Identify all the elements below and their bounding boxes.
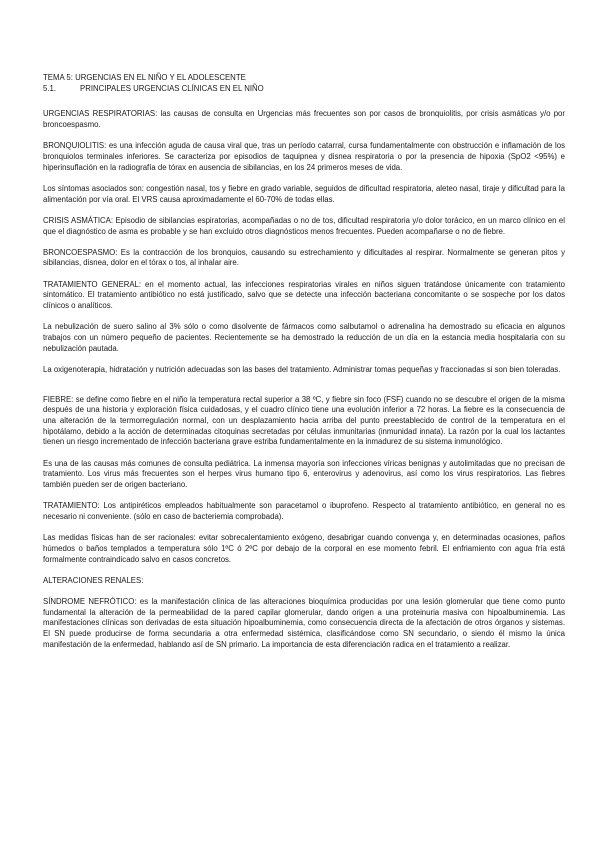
paragraph-oxigenoterapia: La oxigenoterapia, hidratación y nutrición adecuadas son las bases del tratamiento. Administrar tomas pequeñas y fraccionadas si son bien toleradas. xyxy=(43,364,561,374)
paragraph-medidas-fisicas: Las medidas físicas han de ser racionales: evitar sobrecalentamiento exógeno, desabrigar cuando convenga y, en determinadas ocasiones, paños húmedos o baños templados a temperatura sólo 1ºC ó 2ºC por debajo de la corporal en ese momento febril. El enfriamiento con agua fría está formalmente contraindicado salvo en casos concretos. xyxy=(43,533,565,564)
paragraph-sintomas: Los síntomas asociados son: congestión nasal, tos y fiebre en grado variable, seguidos de dificultad respiratoria, aleteo nasal, tiraje y dificultad para la alimentación por vía oral. El VRS causa aproximadamente el 60-70% de todas ellas. xyxy=(43,183,565,204)
paragraph-nebulizacion: La nebulización de suero salino al 3% sólo o como disolvente de fármacos como salbutamol o adrenalina ha demostrado su eficacia en algunos trabajos con un número pequeño de pacientes. Recientemente se ha demostrado la reducción de un día en la estancia media hospitalaria con su nebulización pautada. xyxy=(43,322,565,353)
section-heading xyxy=(43,84,565,95)
paragraph-crisis-asmatica: CRISIS ASMÁTICA: Episodio de sibilancias espiratorias, acompañadas o no de tos, dificultad respiratoria y/o dolor torácico, en un marco clínico en el que el diagnóstico de asma es probable y se han excluido otros diagnósticos menos frecuentes. Pueden acompañarse o no de fiebre. xyxy=(43,215,565,236)
paragraph-tratamiento-general: TRATAMIENTO GENERAL: en el momento actual, las infecciones respiratorias virales en niños siguen tratándose únicamente con tratamiento sintomático. El tratamiento antibiótico no está justificado, salvo que se detecte una infección bacteriana concomitante o se sospeche por los datos clínicos o analíticos. xyxy=(43,279,565,311)
paragraph-fiebre: FIEBRE: se define como fiebre en el niño la temperatura rectal superior a 38 ºC, y fiebre sin foco (FSF) cuando no se descubre el origen de la misma después de una historia y exploración física cuidadosas, y el cuadro clínico tiene una evolución inferior a 72 horas. La fiebre es la consecuencia de una alteración de la termorregulación normal, con un desplazamiento hacia arriba del punto preestablecido de control de la temperatura en el hipotálamo, debido a la acción de determinadas citoquinas secretadas por células inmunitarias (inmunidad innata). La razón por la cual los lactantes tienen un riesgo incrementado de infección bacteriana grave estriba fundamentalmente en la inmadurez de su sistema inmunológico. xyxy=(43,394,565,447)
document-title: TEMA 5: URGENCIAS EN EL NIÑO Y EL ADOLESCENTE xyxy=(43,73,246,82)
paragraph-urgencias-respiratorias: URGENCIAS RESPIRATORIAS: las causas de consulta en Urgencias más frecuentes son por casos de bronquiolitis, por crisis asmáticas y/o por broncoespasmo. xyxy=(43,109,565,130)
paragraph-sindrome-nefrotico: SÍNDROME NEFRÓTICO: es la manifestación clínica de las alteraciones bioquímica producidas por una lesión glomerular que tiene como punto fundamental la alteración de la permeabilidad de la pared capilar glomerular, dando origen a una proteinuria masiva con hipoalbuminemia. Las manifestaciones clínicas son derivadas de esta situación hipoalbuminemia, como consecuencia directa de la afectación de otros órganos y sistemas. El SN puede producirse de forma secundaria a otra enfermedad sistémica, clasificándose como SN secundario, o siendo él mismo la única manifestación de la enfermedad, hablando así de SN primario. La importancia de esta diferenciación radica en el tratamiento a realizar. xyxy=(43,596,565,649)
paragraph-broncoespasmo: BRONCOESPASMO: Es la contracción de los bronquios, causando su estrechamiento y dificultades al respirar. Normalmente se generan pitos y sibilancias, disnea, dolor en el tórax o tos, al inhalar aire. xyxy=(43,247,565,268)
document-content xyxy=(43,73,565,661)
section-alteraciones-renales: ALTERACIONES RENALES: xyxy=(43,575,144,585)
section-title: PRINCIPALES URGENCIAS CLÍNICAS EN EL NIÑO xyxy=(80,83,264,93)
paragraph-causas-fiebre: Es una de las causas más comunes de consulta pediátrica. La inmensa mayoría son infecciones víricas benignas y autolimitadas que no precisan de tratamiento. Los virus más frecuentes son el herpes virus humano tipo 6, enterovirus y adenovirus, así como los virus respiratorios. Las fiebres también pueden ser de origen bacteriano. xyxy=(43,458,565,489)
section-number: 5.1. xyxy=(43,83,57,93)
paragraph-tratamiento-fiebre: TRATAMIENTO: Los antipiréticos empleados habitualmente son paracetamol o ibuprofeno. Respecto al tratamiento antibiótico, en general no es necesario ni conveniente. (sólo en caso de bacteriemia comprobada). xyxy=(43,501,565,521)
paragraph-bronquiolitis: BRONQUIOLITIS: es una infección aguda de causa viral que, tras un período catarral, cursa fundamentalmente con obstrucción e inflamación de los bronquiolos terminales inferiores. Se caracteriza por episodios de taquipnea y disnea respiratoria o por la presencia de hipoxia (SpO2 <95%) e hiperinsuflación en la radiografía de tórax en ausencia de sibilancias, en los 24 primeros meses de vida. xyxy=(43,141,565,172)
